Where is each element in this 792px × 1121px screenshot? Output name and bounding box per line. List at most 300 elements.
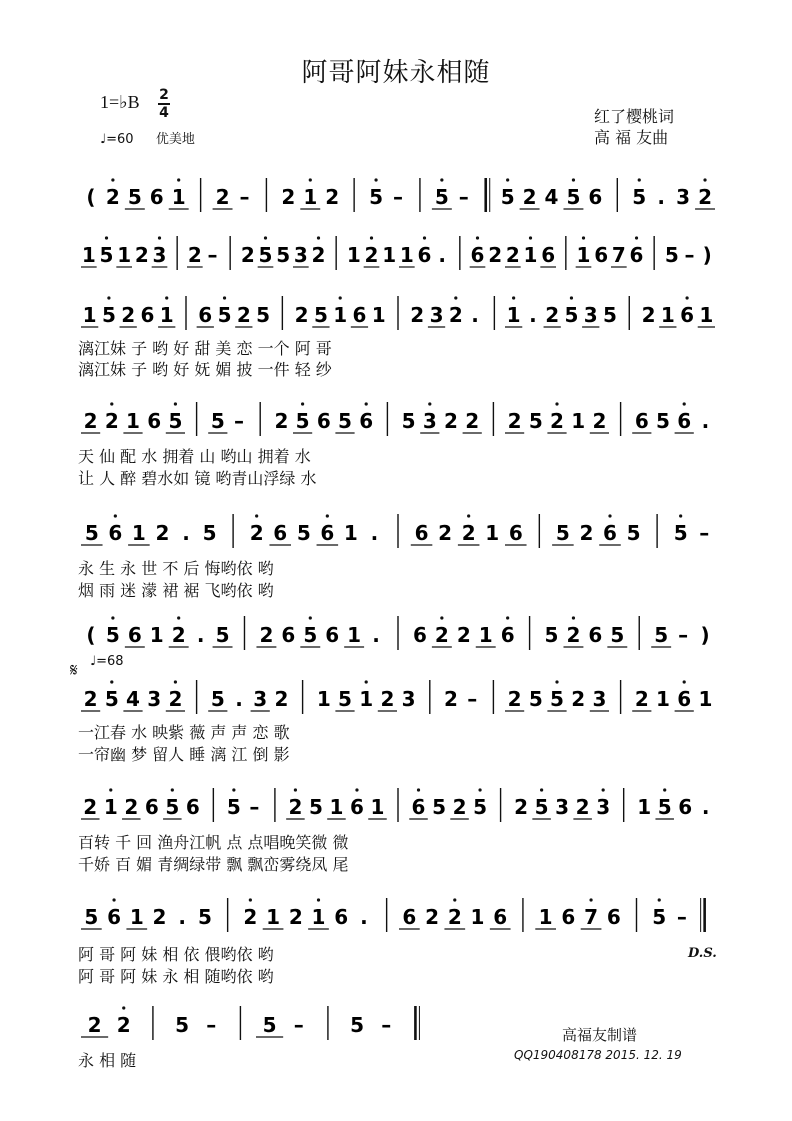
note-symbol: 6 [588, 185, 603, 209]
octave-dot [540, 788, 543, 791]
note-symbol: 1 [637, 795, 652, 819]
note-symbol: 6 [411, 795, 426, 819]
octave-dot [589, 898, 592, 901]
note-symbol: 2 [641, 303, 656, 327]
note-symbol: 1 [478, 623, 493, 647]
octave-dot [374, 178, 377, 181]
lyric-line: 阿 哥 阿 妹 永 相 随哟依 哟 [78, 967, 274, 986]
octave-dot [512, 296, 515, 299]
note-symbol: 2 [575, 795, 590, 819]
note-symbol: 2 [240, 243, 255, 267]
note-symbol: 6 [334, 905, 349, 929]
note-symbol: 5 [168, 409, 183, 433]
key-signature: 1=♭B [100, 92, 140, 112]
note-symbol: ) [702, 243, 712, 267]
note-symbol: 5 [313, 303, 328, 327]
lyric-line: 漓江妹 子 哟 好 妩 媚 披 一件 轻 纱 [78, 360, 332, 379]
octave-dot [608, 514, 611, 517]
octave-dot [339, 296, 342, 299]
note-symbol: 2 [456, 623, 471, 647]
lyric-line: 千娇 百 媚 青绸绿带 飘 飘峦雾绕凤 尾 [78, 855, 349, 874]
octave-dot [111, 178, 114, 181]
note-symbol: 3 [555, 795, 570, 819]
note-symbol: 5 [105, 623, 120, 647]
note-symbol: 6 [634, 409, 649, 433]
staff-line-8 [74, 776, 720, 830]
note-symbol: – [207, 243, 218, 267]
note-symbol: 1 [266, 905, 281, 929]
note-symbol: 2 [465, 409, 480, 433]
note-symbol: 1 [333, 303, 348, 327]
expression-mark: 优美地 [155, 132, 195, 147]
note-symbol: 6 [402, 905, 417, 929]
note-symbol: 1 [485, 521, 500, 545]
note-symbol: 3 [592, 687, 607, 711]
ds-mark: D.S. [688, 946, 717, 961]
octave-dot [467, 514, 470, 517]
note-symbol: 5 [101, 303, 116, 327]
note-symbol: 5 [369, 185, 384, 209]
staff-line-2 [74, 224, 720, 278]
note-symbol: . [657, 185, 665, 209]
note-symbol: 5 [303, 623, 318, 647]
note-symbol: 2 [249, 521, 264, 545]
note-symbol: 3 [676, 185, 691, 209]
note-symbol: 5 [610, 623, 625, 647]
note-symbol: . [471, 303, 479, 327]
octave-dot [165, 296, 168, 299]
octave-dot [453, 898, 456, 901]
note-symbol: 6 [677, 409, 692, 433]
octave-dot [255, 514, 258, 517]
note-symbol: 2 [507, 687, 522, 711]
octave-dot [294, 788, 297, 791]
note-symbol: . [235, 687, 243, 711]
note-symbol: – [206, 1013, 217, 1037]
composer-credit: 高 福 友曲 [594, 128, 669, 147]
note-symbol: 2 [83, 409, 98, 433]
note-symbol: 5 [84, 905, 99, 929]
note-symbol: . [438, 243, 446, 267]
note-symbol: 5 [127, 185, 142, 209]
note-symbol: 2 [105, 185, 120, 209]
note-symbol: 2 [259, 623, 274, 647]
note-symbol: 6 [677, 687, 692, 711]
lyricist-credit: 红了樱桃词 [594, 107, 675, 126]
note-symbol: 2 [281, 185, 296, 209]
note-symbol: 6 [412, 623, 427, 647]
note-symbol: . [182, 521, 190, 545]
note-symbol: 2 [274, 687, 289, 711]
note-symbol: 6 [414, 521, 429, 545]
octave-dot [506, 178, 509, 181]
octave-dot [109, 788, 112, 791]
note-symbol: – [293, 1013, 304, 1037]
note-symbol: 1 [698, 687, 713, 711]
note-symbol: . [370, 521, 379, 545]
octave-dot [683, 402, 686, 405]
staff-line-6 [74, 604, 720, 658]
note-symbol: 6 [359, 409, 374, 433]
octave-dot [638, 178, 641, 181]
octave-dot [309, 178, 312, 181]
note-symbol: 5 [544, 623, 559, 647]
note-symbol: 6 [470, 243, 485, 267]
note-symbol: – [381, 1013, 392, 1037]
note-symbol: 6 [140, 303, 155, 327]
note-symbol: 6 [588, 623, 603, 647]
octave-dot [264, 236, 267, 239]
note-symbol: 6 [561, 905, 576, 929]
note-symbol: 6 [541, 243, 556, 267]
note-symbol: 5 [555, 521, 570, 545]
note-symbol: 6 [144, 795, 159, 819]
note-symbol: 2 [134, 243, 149, 267]
note-symbol: 6 [198, 303, 213, 327]
transcriber-credit: 高福友制谱 [562, 1026, 638, 1044]
note-symbol: 5 [652, 905, 667, 929]
note-symbol: 5 [626, 521, 641, 545]
lyric-line: 一江春 水 映紫 薇 声 声 恋 歌 [78, 723, 290, 742]
note-symbol: 6 [107, 905, 122, 929]
note-symbol: 1 [506, 303, 521, 327]
note-symbol: – [684, 243, 695, 267]
note-symbol: 2 [434, 623, 449, 647]
note-symbol: 5 [500, 185, 515, 209]
lyric-line: 百转 千 回 渔舟江帆 点 点唱晚笑微 微 [78, 833, 349, 852]
note-symbol: 6 [603, 521, 617, 545]
note-symbol: 1 [81, 243, 96, 267]
contact-date: QQ190408178 2015. 12. 19 [514, 1048, 682, 1062]
note-symbol: 2 [243, 905, 258, 929]
note-symbol: 4 [126, 687, 140, 711]
note-symbol: 6 [500, 623, 515, 647]
note-symbol: 5 [210, 409, 225, 433]
note-symbol: 1 [576, 243, 591, 267]
note-symbol: 3 [429, 303, 444, 327]
note-symbol: 5 [401, 409, 416, 433]
note-symbol: 5 [210, 687, 225, 711]
tempo-mark: ♩=60 [100, 132, 134, 147]
note-symbol: 1 [571, 409, 586, 433]
note-symbol: – [676, 905, 687, 929]
note-symbol: . [701, 795, 710, 819]
octave-dot [440, 616, 443, 619]
note-symbol: 6 [147, 409, 162, 433]
note-symbol: 1 [538, 905, 553, 929]
note-symbol: 5 [296, 521, 311, 545]
note-symbol: 6 [320, 521, 335, 545]
note-symbol: . [701, 409, 710, 433]
octave-dot [110, 680, 113, 683]
octave-dot [602, 788, 605, 791]
note-symbol: 5 [564, 303, 579, 327]
staff-line-10 [74, 994, 434, 1048]
octave-dot [355, 788, 358, 791]
note-symbol: 2 [325, 185, 340, 209]
song-title: 阿哥阿妹永相随 [301, 58, 491, 88]
note-symbol: 3 [147, 687, 162, 711]
note-symbol: 2 [447, 905, 462, 929]
note-symbol: 5 [165, 795, 180, 819]
octave-dot [177, 616, 180, 619]
note-symbol: 2 [236, 303, 251, 327]
note-symbol: 5 [473, 795, 488, 819]
octave-dot [177, 178, 180, 181]
note-symbol: – [467, 687, 478, 711]
note-symbol: . [529, 303, 537, 327]
note-symbol: – [239, 185, 250, 209]
note-symbol: 2 [507, 409, 522, 433]
note-symbol: 1 [399, 243, 414, 267]
octave-dot [174, 680, 177, 683]
note-symbol: 2 [698, 185, 712, 209]
note-symbol: 5 [217, 303, 232, 327]
octave-dot [572, 616, 575, 619]
octave-dot [683, 680, 686, 683]
note-symbol: 2 [155, 521, 170, 545]
tempo-marking [100, 128, 195, 147]
note-symbol: 2 [168, 687, 183, 711]
note-symbol: – [234, 409, 244, 433]
octave-dot [658, 898, 661, 901]
octave-dot [365, 680, 368, 683]
octave-dot [506, 616, 509, 619]
note-symbol: 5 [656, 409, 670, 433]
note-symbol: 5 [528, 687, 543, 711]
note-symbol: 1 [370, 795, 385, 819]
octave-dot [122, 1006, 125, 1009]
note-symbol: 1 [329, 795, 344, 819]
note-symbol: 2 [288, 795, 303, 819]
lyric-line: 一帘幽 梦 留人 睡 漓 江 倒 影 [78, 745, 290, 764]
note-symbol: 2 [571, 687, 586, 711]
note-symbol: 2 [311, 243, 326, 267]
lyric-line: 永 相 随 [78, 1051, 137, 1070]
note-symbol: 5 [338, 409, 352, 433]
note-symbol: 3 [293, 243, 308, 267]
octave-dot [317, 898, 320, 901]
note-symbol: 6 [508, 521, 523, 545]
octave-dot [582, 236, 585, 239]
note-symbol: 2 [187, 243, 202, 267]
staff-line-5 [74, 502, 720, 556]
note-symbol: 2 [488, 243, 503, 267]
note-symbol: 1 [82, 303, 97, 327]
note-symbol: – [699, 521, 710, 545]
note-symbol: 1 [359, 687, 374, 711]
note-symbol: 5 [534, 795, 549, 819]
lyric-line: 烟 雨 迷 濛 裙 裾 飞哟依 哟 [78, 581, 274, 600]
note-symbol: 2 [452, 795, 467, 819]
octave-dot [555, 680, 558, 683]
octave-dot [158, 236, 161, 239]
note-symbol: 3 [596, 795, 611, 819]
octave-dot [478, 788, 481, 791]
note-symbol: 5 [256, 303, 271, 327]
note-symbol: 3 [401, 687, 416, 711]
octave-dot [112, 898, 115, 901]
note-symbol: 2 [444, 687, 458, 711]
note-symbol: 1 [159, 303, 174, 327]
staff-line-7 [74, 668, 720, 722]
note-symbol: 2 [444, 409, 458, 433]
note-symbol: 1 [371, 303, 386, 327]
note-symbol: 5 [632, 185, 647, 209]
note-symbol: 3 [253, 687, 268, 711]
note-symbol: 5 [215, 623, 230, 647]
note-symbol: 2 [579, 521, 594, 545]
note-symbol: 2 [274, 409, 289, 433]
note-symbol: 5 [84, 521, 99, 545]
note-symbol: 1 [382, 243, 397, 267]
note-symbol: 6 [149, 185, 164, 209]
note-symbol: 1 [103, 795, 118, 819]
octave-dot [301, 402, 304, 405]
octave-dot [476, 236, 479, 239]
note-symbol: 5 [603, 303, 617, 327]
note-symbol: 1 [343, 521, 358, 545]
note-symbol: 2 [121, 303, 136, 327]
note-symbol: 5 [308, 795, 323, 819]
note-symbol: 2 [124, 795, 139, 819]
note-symbol: 6 [127, 623, 142, 647]
note-symbol: 2 [634, 687, 649, 711]
note-symbol: 1 [126, 409, 140, 433]
note-symbol: 1 [660, 303, 675, 327]
note-symbol: 1 [311, 905, 326, 929]
octave-dot [440, 178, 443, 181]
octave-dot [454, 296, 457, 299]
note-symbol: 2 [514, 795, 529, 819]
note-symbol: 5 [226, 795, 241, 819]
staff-line-3 [74, 284, 720, 338]
note-symbol: – [249, 795, 260, 819]
note-symbol: 1 [149, 623, 164, 647]
octave-dot [171, 788, 174, 791]
octave-dot [679, 514, 682, 517]
octave-dot [232, 788, 235, 791]
octave-dot [105, 236, 108, 239]
note-symbol: 2 [380, 687, 395, 711]
note-symbol: 6 [493, 905, 508, 929]
note-symbol: 5 [432, 795, 446, 819]
note-symbol: 2 [104, 409, 119, 433]
octave-dot [417, 788, 420, 791]
note-symbol: 2 [425, 905, 440, 929]
note-symbol: 2 [522, 185, 537, 209]
note-symbol: 2 [550, 409, 564, 433]
note-symbol: 5 [657, 795, 672, 819]
lyric-line: 让 人 醉 碧水如 镜 哟青山浮绿 水 [78, 469, 317, 488]
note-symbol: 6 [417, 243, 432, 267]
note-symbol: 6 [678, 795, 693, 819]
note-symbol: ) [700, 623, 710, 647]
note-symbol: 6 [352, 303, 367, 327]
note-symbol: 1 [316, 687, 331, 711]
note-symbol: 5 [258, 243, 273, 267]
note-symbol: 3 [583, 303, 598, 327]
note-symbol: 2 [545, 303, 560, 327]
octave-dot [110, 402, 113, 405]
note-symbol: – [393, 185, 403, 209]
octave-dot [223, 296, 226, 299]
staff-line-1 [74, 166, 720, 220]
note-symbol: 3 [422, 409, 437, 433]
octave-dot [317, 236, 320, 239]
note-symbol: 1 [699, 303, 714, 327]
note-symbol: 2 [215, 185, 230, 209]
note-symbol: 2 [566, 623, 581, 647]
note-symbol: 5 [262, 1013, 277, 1037]
octave-dot [570, 296, 573, 299]
note-symbol: 1 [656, 687, 670, 711]
segno-sign: 𝄋 [70, 660, 78, 681]
note-symbol: 6 [606, 905, 621, 929]
note-symbol: 2 [171, 623, 186, 647]
note-symbol: – [458, 185, 469, 209]
note-symbol: 6 [273, 521, 288, 545]
note-symbol: 6 [594, 243, 609, 267]
octave-dot [663, 788, 666, 791]
note-symbol: 2 [592, 409, 607, 433]
octave-dot [114, 514, 117, 517]
note-symbol: 1 [347, 623, 362, 647]
note-symbol: 2 [83, 687, 98, 711]
octave-dot [555, 402, 558, 405]
note-symbol: 1 [523, 243, 538, 267]
note-symbol: 5 [99, 243, 114, 267]
octave-dot [529, 236, 532, 239]
note-symbol: 5 [338, 687, 352, 711]
note-symbol: 6 [325, 623, 340, 647]
note-symbol: 1 [117, 243, 132, 267]
lyric-line: 永 生 永 世 不 后 悔哟依 哟 [78, 559, 274, 578]
note-symbol: 5 [654, 623, 669, 647]
note-symbol: 2 [83, 795, 98, 819]
note-symbol: 6 [316, 409, 331, 433]
octave-dot [249, 898, 252, 901]
octave-dot [370, 236, 373, 239]
note-symbol: 5 [673, 521, 688, 545]
note-symbol: 2 [438, 521, 453, 545]
note-symbol: . [372, 623, 380, 647]
note-symbol: . [360, 905, 368, 929]
octave-dot [365, 402, 368, 405]
lyric-line: 漓江妹 子 哟 好 甜 美 恋 一个 阿 哥 [78, 339, 332, 358]
note-symbol: 2 [448, 303, 463, 327]
octave-dot [174, 402, 177, 405]
octave-dot [107, 296, 110, 299]
note-symbol: ( [86, 185, 96, 209]
time-signature [158, 88, 170, 120]
note-symbol: 2 [364, 243, 379, 267]
note-symbol: 5 [202, 521, 217, 545]
note-symbol: 2 [410, 303, 425, 327]
note-symbol: 1 [470, 905, 485, 929]
meter-top: 2 [159, 87, 169, 103]
staff-line-9 [74, 886, 720, 940]
octave-dot [703, 178, 706, 181]
note-symbol: 5 [434, 185, 449, 209]
note-symbol: 5 [104, 687, 119, 711]
note-symbol: 5 [566, 185, 581, 209]
note-symbol: 7 [611, 243, 626, 267]
segno-tempo: ♩=68 [90, 654, 124, 669]
note-symbol: 2 [505, 243, 520, 267]
note-symbol: 3 [152, 243, 167, 267]
note-symbol: 5 [350, 1013, 365, 1037]
